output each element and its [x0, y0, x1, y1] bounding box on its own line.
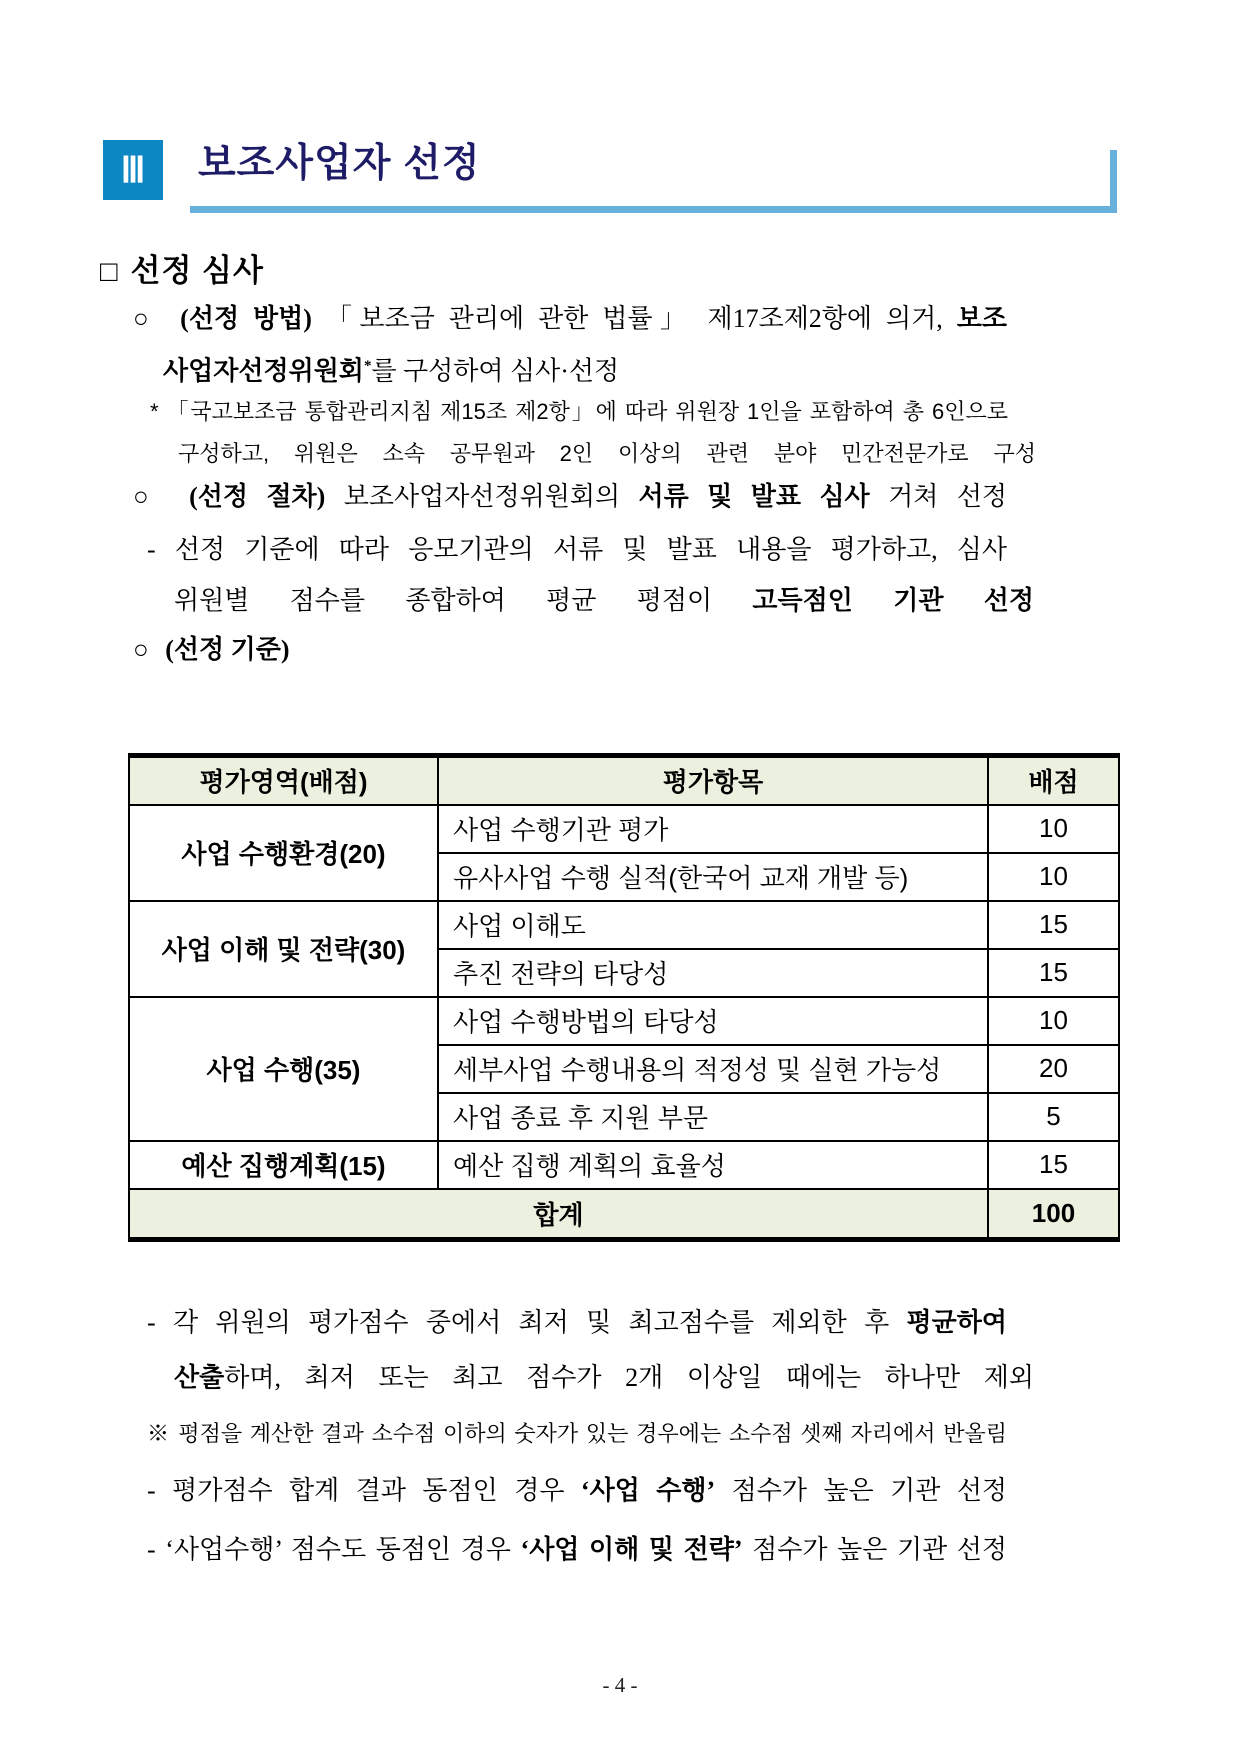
note-text: 하며, 최저 또는 최고 점수가 2개 이상일 때에는 하나만 제외 [224, 1362, 1034, 1392]
header-cell-area: 평가영역(배점) [129, 755, 438, 805]
circle-marker: ○ [133, 304, 157, 333]
page-number: - 4 - [602, 1672, 638, 1697]
note-text-bold: 산출 [174, 1362, 225, 1392]
item-cell: 사업 수행방법의 타당성 [438, 997, 988, 1045]
note-text: - ‘사업수행’ 점수도 동점인 경우 [147, 1534, 511, 1564]
dash-text: 위원별 점수를 종합하여 평균 평점이 [174, 585, 713, 615]
points-cell: 20 [988, 1045, 1119, 1093]
criteria-table [128, 753, 1120, 1242]
item-cell: 사업 종료 후 지원 부문 [438, 1093, 988, 1141]
footnote-asterisk: * [363, 358, 372, 374]
method-text: 「보조금 관리에 관한 법률」 제17조제2항에 의거, [325, 304, 943, 333]
area-cell: 예산 집행계획(15) [129, 1141, 438, 1189]
section-title: 선정 심사 [130, 253, 264, 288]
table-row [129, 1141, 1119, 1189]
bullet-method-line1 [133, 302, 1007, 336]
points-cell: 5 [988, 1093, 1119, 1141]
procedure-label: (선정 절차) [189, 481, 326, 511]
bullet-criteria [133, 633, 1007, 667]
procedure-dash-line1: - 선정 기준에 따라 응모기관의 서류 및 발표 내용을 평가하고, 심사 [147, 534, 1007, 564]
note-text: - 평가점수 합계 결과 동점인 경우 [147, 1475, 565, 1505]
points-cell: 10 [988, 853, 1119, 901]
procedure-text1: 보조사업자선정위원회의 [343, 481, 621, 511]
procedure-text2: 거쳐 선정 [888, 481, 1008, 511]
circle-marker: ○ [133, 481, 161, 511]
square-marker: □ [100, 256, 119, 288]
note-rounding: ※ 평점을 계산한 결과 소수점 이하의 숫자가 있는 경우에는 소수점 셋째 자리에서 반올림 [147, 1420, 1007, 1446]
note-average-line1 [147, 1306, 1007, 1340]
criteria-table-body [129, 805, 1119, 1240]
points-cell: 15 [988, 901, 1119, 949]
method-text2: 를 구성하여 심사·선정 [371, 356, 620, 386]
note-text: - 각 위원의 평가점수 중에서 최저 및 최고점수를 제외한 후 [147, 1307, 890, 1337]
page-title: 보조사업자 선정 [198, 142, 481, 185]
table-header-row [129, 755, 1119, 805]
area-cell: 사업 수행환경(20) [129, 805, 438, 901]
circle-marker: ○ [133, 634, 149, 664]
header-cell-points: 배점 [988, 755, 1119, 805]
note-average-line2 [147, 1361, 1034, 1395]
bullet-method-line2 [133, 349, 1037, 389]
note-tiebreak1 [147, 1474, 1007, 1508]
title-underline-end-cap [1110, 150, 1117, 213]
note-text-bold: ‘사업 수행’ [580, 1475, 716, 1505]
area-cell: 사업 이해 및 전략(30) [129, 901, 438, 997]
committee-name: 사업자선정위원회 [163, 356, 364, 386]
note-text: 점수가 높은 기관 선정 [752, 1534, 1008, 1564]
section-heading [100, 251, 1240, 292]
note-text-bold: ‘사업 이해 및 전략’ [520, 1534, 743, 1564]
chapter-number-badge [103, 140, 163, 200]
method-label: (선정 방법) [180, 304, 312, 333]
area-cell: 사업 수행(35) [129, 997, 438, 1141]
footnote-line1: * 「국고보조금 통합관리지침 제15조 제2항」에 따라 위원장 1인을 포함하여 총 6인으로 [150, 398, 1008, 424]
points-cell: 15 [988, 949, 1119, 997]
item-cell: 유사사업 수행 실적(한국어 교재 개발 등) [438, 853, 988, 901]
points-cell: 10 [988, 997, 1119, 1045]
criteria-label: (선정 기준) [165, 634, 290, 664]
table-row [129, 901, 1119, 949]
chapter-header [103, 140, 1117, 213]
criteria-table-head [129, 755, 1119, 805]
title-underline [190, 206, 1117, 213]
header-cell-item: 평가항목 [438, 755, 988, 805]
table-row [129, 805, 1119, 853]
procedure-dash-line2 [147, 584, 1034, 618]
total-label-cell: 합계 [129, 1189, 988, 1240]
note-text-bold: 평균하여 [906, 1307, 1008, 1337]
note-text: 점수가 높은 기관 선정 [731, 1475, 1008, 1505]
total-value-cell: 100 [988, 1189, 1119, 1240]
dash-text-bold: 고득점인 기관 선정 [752, 585, 1034, 615]
note-tiebreak2 [147, 1533, 1007, 1567]
chapter-numeral: Ⅲ [120, 150, 146, 190]
item-cell: 사업 이해도 [438, 901, 988, 949]
item-cell: 추진 전략의 타당성 [438, 949, 988, 997]
footnote-line2: 구성하고, 위원은 소속 공무원과 2인 이상의 관련 분야 민간전문가로 구성 [178, 440, 1036, 466]
item-cell: 예산 집행 계획의 효율성 [438, 1141, 988, 1189]
bullet-procedure-line1 [133, 480, 1007, 514]
item-cell: 세부사업 수행내용의 적정성 및 실현 가능성 [438, 1045, 988, 1093]
points-cell: 10 [988, 805, 1119, 853]
item-cell: 사업 수행기관 평가 [438, 805, 988, 853]
procedure-text-bold: 서류 및 발표 심사 [638, 481, 870, 511]
method-text-bold: 보조 [956, 304, 1007, 333]
points-cell: 15 [988, 1141, 1119, 1189]
table-total-row [129, 1189, 1119, 1240]
table-row [129, 997, 1119, 1045]
